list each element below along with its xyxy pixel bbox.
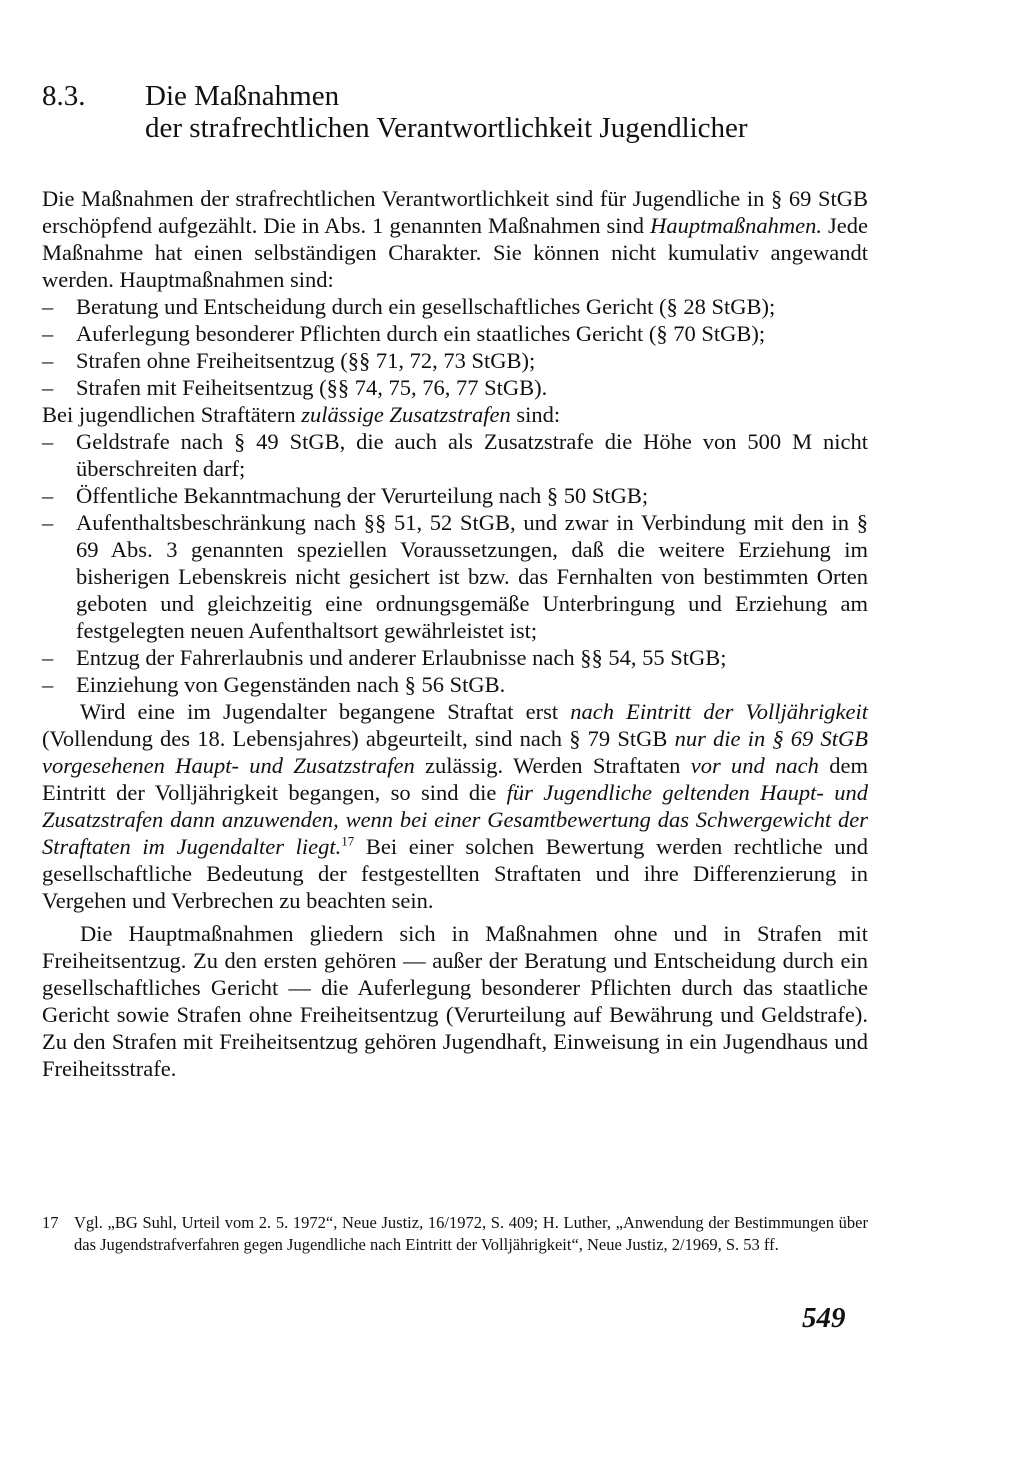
list-item-text: Einziehung von Gegenständen nach § 56 StGB. bbox=[76, 672, 506, 697]
list-item-text: Strafen ohne Freiheitsentzug (§§ 71, 72, 73 StGB); bbox=[76, 348, 536, 373]
italic-run: vor und nach bbox=[690, 753, 819, 778]
text-run: (Vollendung des 18. Lebensjahres) abgeurteilt, sind nach § 79 StGB bbox=[42, 726, 675, 751]
zusatz-intro-text-b: sind: bbox=[510, 402, 561, 427]
text-run: Wird eine im Jugendalter begangene Straftat erst bbox=[80, 699, 571, 724]
list-item bbox=[42, 671, 868, 698]
intro-text-a: Die Maßnahmen der strafrechtlichen Verantwortlichkeit sind für Jugendliche in § 69 StGB erschöpfend aufgezählt. Die in Abs. 1 genannten Maßnahmen sind bbox=[42, 186, 868, 238]
list-item-text: Aufenthaltsbeschränkung nach §§ 51, 52 StGB, und zwar in Verbindung mit den in § 69 Abs. 3 genannten speziellen Voraussetzungen, daß die weitere Erziehung im bisherigen Lebenskreis nicht gesichert ist bzw. das Fernhalten von bestimmten Orten geboten und gleichzeitig eine ordnungsgemäße Unterbringung und Erziehung am festgelegten neuen Aufenthaltsort gewährleistet ist; bbox=[76, 510, 868, 643]
footnote-text: Vgl. „BG Suhl, Urteil vom 2. 5. 1972“, Neue Justiz, 16/1972, S. 409; H. Luther, „Anwendung der Bestimmungen über das Jugendstrafverfahren gegen Jugendliche nach Eintritt der Volljährigkeit“, Neue Justiz, 2/1969, S. 53 ff. bbox=[74, 1213, 868, 1254]
dash-bullet: – bbox=[42, 645, 54, 670]
page-number: 549 bbox=[802, 1302, 846, 1334]
italic-run: nur die in § 69 StGB vorgesehenen Haupt- und Zusatzstrafen bbox=[42, 726, 868, 778]
list-item bbox=[42, 293, 868, 320]
intro-italic: Hauptmaßnahmen. bbox=[650, 213, 822, 238]
dash-bullet: – bbox=[42, 348, 54, 373]
list-item bbox=[42, 509, 868, 644]
dash-bullet: – bbox=[42, 429, 54, 454]
section-title-line-1: Die Maßnahmen bbox=[145, 80, 340, 112]
list-item-text: Strafen mit Feiheitsentzug (§§ 74, 75, 76, 77 StGB). bbox=[76, 375, 548, 400]
intro-text-b: Jede Maßnahme hat einen selbständigen Charakter. Sie können nicht kumulativ angewandt werden. Hauptmaßnahmen sind: bbox=[42, 213, 868, 292]
italic-run: nach Eintritt der Volljährigkeit bbox=[570, 699, 868, 724]
footnote-number: 17 bbox=[42, 1213, 59, 1232]
zusatzstrafen-list bbox=[42, 428, 868, 698]
zusatzstrafen-intro bbox=[42, 401, 868, 428]
dash-bullet: – bbox=[42, 294, 54, 319]
list-item bbox=[42, 428, 868, 482]
hauptmassnahmen-list bbox=[42, 293, 868, 401]
list-item-text: Auferlegung besonderer Pflichten durch ein staatliches Gericht (§ 70 StGB); bbox=[76, 321, 766, 346]
dash-bullet: – bbox=[42, 321, 54, 346]
italic-run: für Jugendliche geltenden Haupt- und Zusatzstrafen dann anzuwenden, wenn bei einer Gesamtbewertung das Schwergewicht der Straftaten im Jugendalter liegt. bbox=[42, 780, 868, 859]
footnote-reference[interactable]: 17 bbox=[341, 833, 355, 849]
list-item bbox=[42, 374, 868, 401]
list-item bbox=[42, 347, 868, 374]
dash-bullet: – bbox=[42, 483, 54, 508]
dash-bullet: – bbox=[42, 375, 54, 400]
section-number: 8.3. bbox=[42, 80, 86, 112]
text-run: dem Eintritt der Volljährigkeit begangen, so sind die bbox=[42, 753, 868, 805]
section-title-line-2: der strafrechtlichen Verantwortlichkeit Jugendlicher bbox=[145, 112, 748, 144]
list-item-text: Entzug der Fahrerlaubnis und anderer Erlaubnisse nach §§ 54, 55 StGB; bbox=[76, 645, 727, 670]
list-item bbox=[42, 482, 868, 509]
list-item bbox=[42, 644, 868, 671]
list-item-text: Geldstrafe nach § 49 StGB, die auch als Zusatzstrafe die Höhe von 500 M nicht überschreiten darf; bbox=[76, 429, 868, 481]
text-run: Bei einer solchen Bewertung werden rechtliche und gesellschaftliche Bedeutung der festgestellten Straftaten und ihre Differenzierung in Vergehen und Verbrechen zu beachten sein. bbox=[42, 834, 868, 913]
zusatz-intro-text-a: Bei jugendlichen Straftätern bbox=[42, 402, 302, 427]
list-item-text: Öffentliche Bekanntmachung der Verurteilung nach § 50 StGB; bbox=[76, 483, 649, 508]
dash-bullet: – bbox=[42, 510, 54, 535]
intro-paragraph bbox=[42, 185, 868, 293]
zusatz-intro-italic: zulässige Zusatzstrafen bbox=[301, 402, 511, 427]
text-run: zulässig. Werden Straftaten bbox=[414, 753, 691, 778]
hauptmassnahmen-paragraph: Die Hauptmaßnahmen gliedern sich in Maßnahmen ohne und in Strafen mit Freiheitsentzug. Zu den ersten gehören — außer der Beratung und Entscheidung durch ein gesellschaftliches Gericht — die Auferlegung besonderer Pflichten durch das staatliche Gericht sowie Strafen ohne Freiheitsentzug (Verurteilung auf Bewährung und Geldstrafe). Zu den Strafen mit Freiheitsentzug gehören Jugendhaft, Einweisung in ein Jugendhaus und Freiheitsstrafe. bbox=[42, 921, 868, 1081]
footnote bbox=[42, 1212, 868, 1256]
dash-bullet: – bbox=[42, 672, 54, 697]
body-text bbox=[42, 185, 868, 1082]
volljaehrigkeit-paragraph bbox=[42, 698, 868, 914]
list-item bbox=[42, 320, 868, 347]
list-item-text: Beratung und Entscheidung durch ein gesellschaftliches Gericht (§ 28 StGB); bbox=[76, 294, 776, 319]
